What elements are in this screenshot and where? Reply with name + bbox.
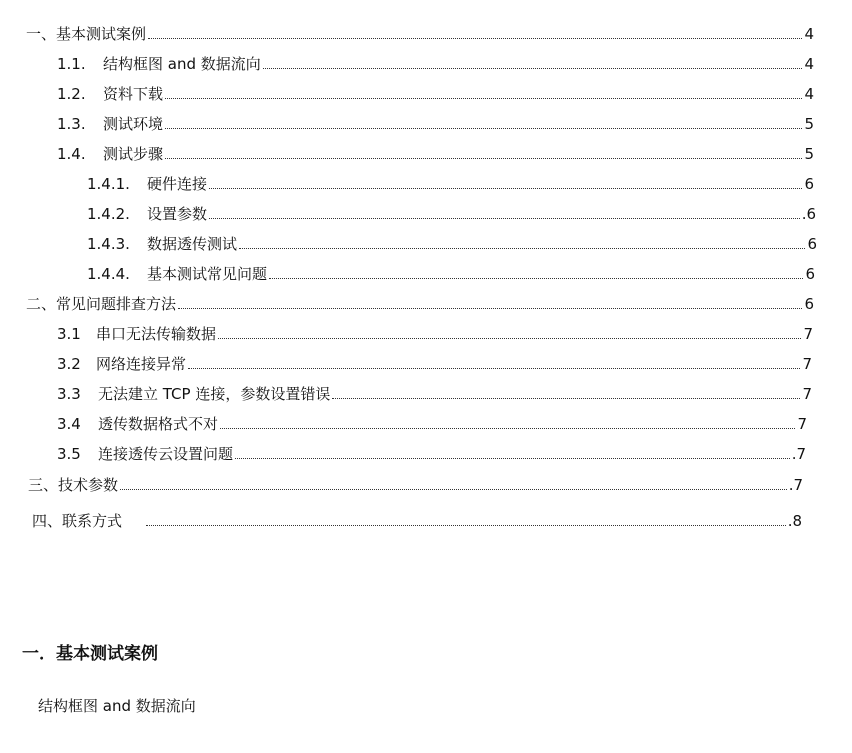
- toc-page-number: 6: [805, 265, 815, 283]
- toc-page-number: .6: [801, 205, 816, 223]
- toc-page-number: 7: [803, 325, 813, 343]
- toc-page-number: 6: [804, 175, 814, 193]
- toc-entry-number: 1.4.4.: [87, 265, 130, 283]
- toc-leader: [165, 157, 802, 159]
- toc-entry[interactable]: [32, 508, 802, 530]
- toc-entry[interactable]: [87, 171, 814, 193]
- toc-page-number: 7: [797, 415, 807, 433]
- body-text-line: 结构框图 and 数据流向: [38, 697, 196, 715]
- toc-entry-number: 1.2.: [57, 85, 86, 103]
- toc-entry-number: 1.4.2.: [87, 205, 130, 223]
- toc-leader: [165, 127, 802, 129]
- toc-page-number: .7: [788, 476, 803, 494]
- toc-entry[interactable]: [57, 441, 806, 463]
- toc-entry-title: 测试环境: [103, 115, 164, 133]
- toc-entry-title: 测试步骤: [103, 145, 164, 163]
- toc-entry-title: 结构框图 and 数据流向: [103, 55, 261, 73]
- toc-entry-title: 二、常见问题排查方法: [26, 295, 177, 313]
- toc-leader: [218, 337, 801, 339]
- toc-entry-number: 1.4.3.: [87, 235, 130, 253]
- toc-page-number: 4: [804, 55, 814, 73]
- toc-entry-title: 四、联系方式: [32, 512, 123, 530]
- toc-entry-title: 三、技术参数: [28, 476, 119, 494]
- toc-page-number: .7: [791, 445, 806, 463]
- toc-leader: [120, 488, 787, 490]
- toc-entry-title: 设置参数: [147, 205, 208, 223]
- toc-leader: [165, 97, 802, 99]
- toc-entry-title: 无法建立 TCP 连接，参数设置错误: [98, 385, 331, 403]
- toc-entry[interactable]: [87, 231, 817, 253]
- toc-leader: [209, 187, 802, 189]
- toc-entry-title: 资料下载: [103, 85, 164, 103]
- toc-leader: [188, 367, 800, 369]
- toc-entry-number: 3.1: [57, 325, 81, 343]
- toc-leader: [148, 37, 802, 39]
- toc-entry-number: 1.4.: [57, 145, 86, 163]
- toc-entry-title: 数据透传测试: [147, 235, 238, 253]
- toc-leader: [220, 427, 795, 429]
- toc-page-number: 5: [804, 145, 814, 163]
- section-heading: 一．基本测试案例: [22, 644, 158, 664]
- toc-entry-number: 1.1.: [57, 55, 86, 73]
- toc-leader: [263, 67, 803, 69]
- toc-entry[interactable]: [87, 201, 816, 223]
- toc-entry-title: 网络连接异常: [96, 355, 187, 373]
- toc-page-number: 4: [804, 25, 814, 43]
- toc-entry-number: 3.2: [57, 355, 81, 373]
- toc-entry-number: 1.3.: [57, 115, 86, 133]
- toc-leader: [332, 397, 800, 399]
- toc-entry[interactable]: [57, 111, 814, 133]
- toc-leader: [178, 307, 802, 309]
- toc-entry[interactable]: [57, 411, 807, 433]
- toc-entry-title: 串口无法传输数据: [96, 325, 217, 343]
- toc-entry[interactable]: [87, 261, 815, 283]
- toc-leader: [209, 217, 800, 219]
- toc-page-number: 7: [802, 355, 812, 373]
- toc-entry[interactable]: [57, 321, 813, 343]
- toc-page-number: 5: [804, 115, 814, 133]
- toc-entry-title: 硬件连接: [147, 175, 208, 193]
- toc-entry-number: 3.4: [57, 415, 81, 433]
- toc-entry[interactable]: [57, 381, 812, 403]
- toc-entry[interactable]: [57, 351, 812, 373]
- toc-page-number: 4: [804, 85, 814, 103]
- toc-entry-number: 3.5: [57, 445, 81, 463]
- toc-entry-title: 透传数据格式不对: [98, 415, 219, 433]
- toc-entry[interactable]: [28, 472, 803, 494]
- toc-page-number: .8: [787, 512, 802, 530]
- toc-entry-number: 3.3: [57, 385, 81, 403]
- toc-leader: [146, 524, 786, 526]
- toc-leader: [239, 247, 805, 249]
- toc-page-number: 7: [802, 385, 812, 403]
- toc-entry[interactable]: [26, 291, 814, 313]
- toc-entry-number: 1.4.1.: [87, 175, 130, 193]
- toc-entry[interactable]: [57, 51, 814, 73]
- toc-entry[interactable]: [57, 141, 814, 163]
- toc-page-number: 6: [807, 235, 817, 253]
- toc-entry[interactable]: [26, 21, 814, 43]
- toc-entry-title: 连接透传云设置问题: [98, 445, 234, 463]
- toc-page-number: 6: [804, 295, 814, 313]
- toc-leader: [235, 457, 790, 459]
- toc-entry-title: 一、基本测试案例: [26, 25, 147, 43]
- toc-entry[interactable]: [57, 81, 814, 103]
- toc-leader: [269, 277, 803, 279]
- toc-entry-title: 基本测试常见问题: [147, 265, 268, 283]
